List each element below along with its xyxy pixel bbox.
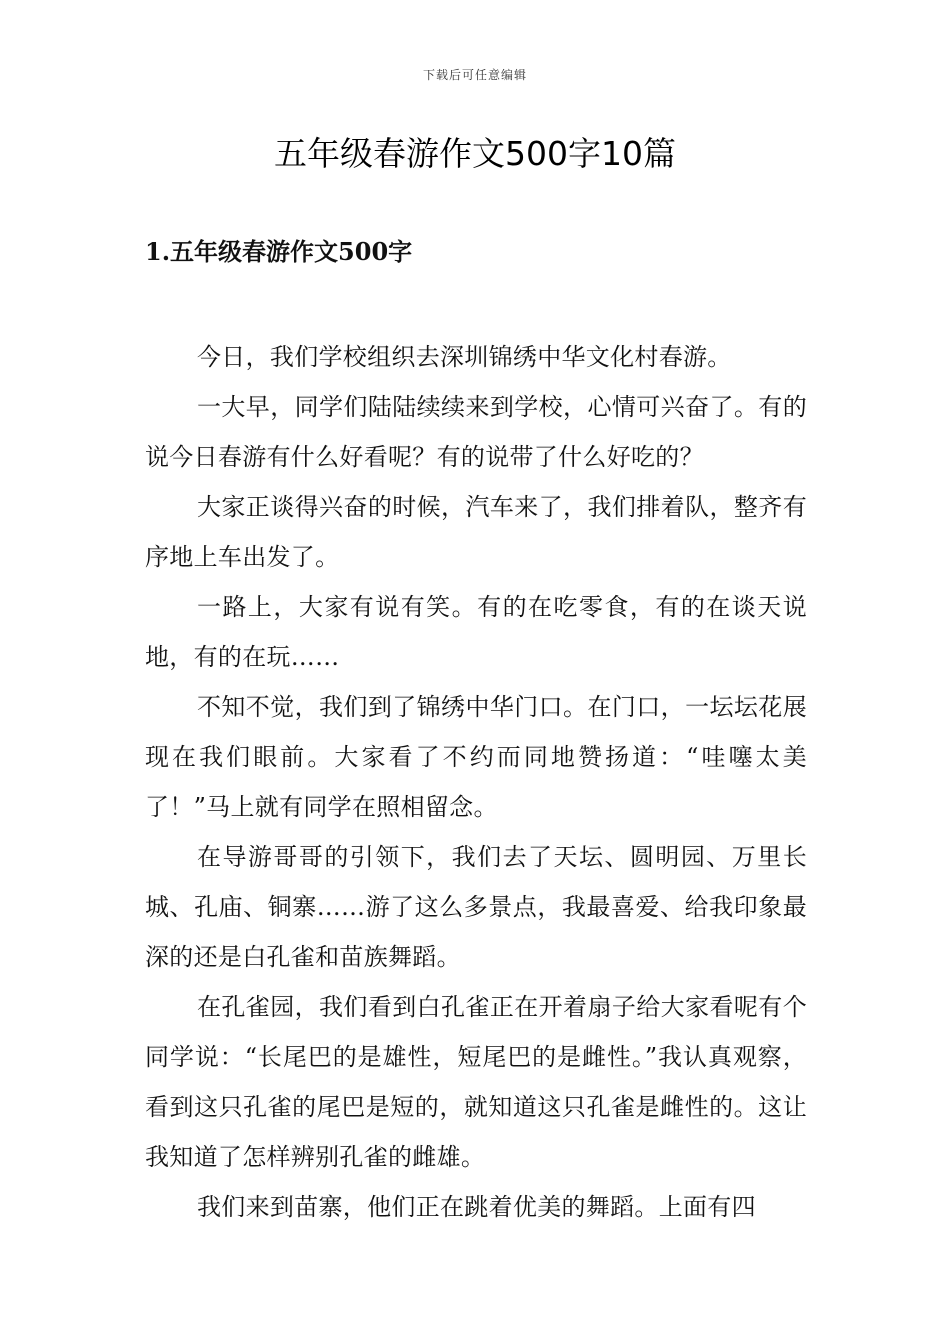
paragraph: 不知不觉，我们到了锦绣中华门口。在门口，一坛坛花展现在我们眼前。大家看了不约而同地赞扬道：“哇噻太美了！”马上就有同学在照相留念。 xyxy=(145,693,807,821)
paragraph: 我们来到苗寨，他们正在跳着优美的舞蹈。上面有四 xyxy=(197,1193,756,1221)
section-heading: 1.五年级春游作文500字 xyxy=(145,237,413,266)
paragraph: 今日，我们学校组织去深圳锦绣中华文化村春游。 xyxy=(197,343,732,371)
paragraph: 在导游哥哥的引领下，我们去了天坛、圆明园、万里长城、孔庙、铜寨……游了这么多景点，我最喜爱、给我印象最深的还是白孔雀和苗族舞蹈。 xyxy=(145,843,807,971)
header-note: 下载后可任意编辑 xyxy=(422,68,527,82)
document-title: 五年级春游作文500字10篇 xyxy=(274,134,676,173)
paragraph: 在孔雀园，我们看到白孔雀正在开着扇子给大家看呢有个同学说：“长尾巴的是雄性，短尾巴的是雌性。”我认真观察，看到这只孔雀的尾巴是短的，就知道这只孔雀是雌性的。这让我知道了怎样辨别孔雀的雌雄。 xyxy=(145,993,807,1171)
paragraph: 大家正谈得兴奋的时候，汽车来了，我们排着队，整齐有序地上车出发了。 xyxy=(145,493,807,571)
paragraph: 一路上，大家有说有笑。有的在吃零食，有的在谈天说地，有的在玩…… xyxy=(145,593,807,671)
essay-body xyxy=(145,332,807,1232)
paragraph: 一大早，同学们陆陆续续来到学校，心情可兴奋了。有的说今日春游有什么好看呢？有的说带了什么好吃的？ xyxy=(145,393,807,471)
